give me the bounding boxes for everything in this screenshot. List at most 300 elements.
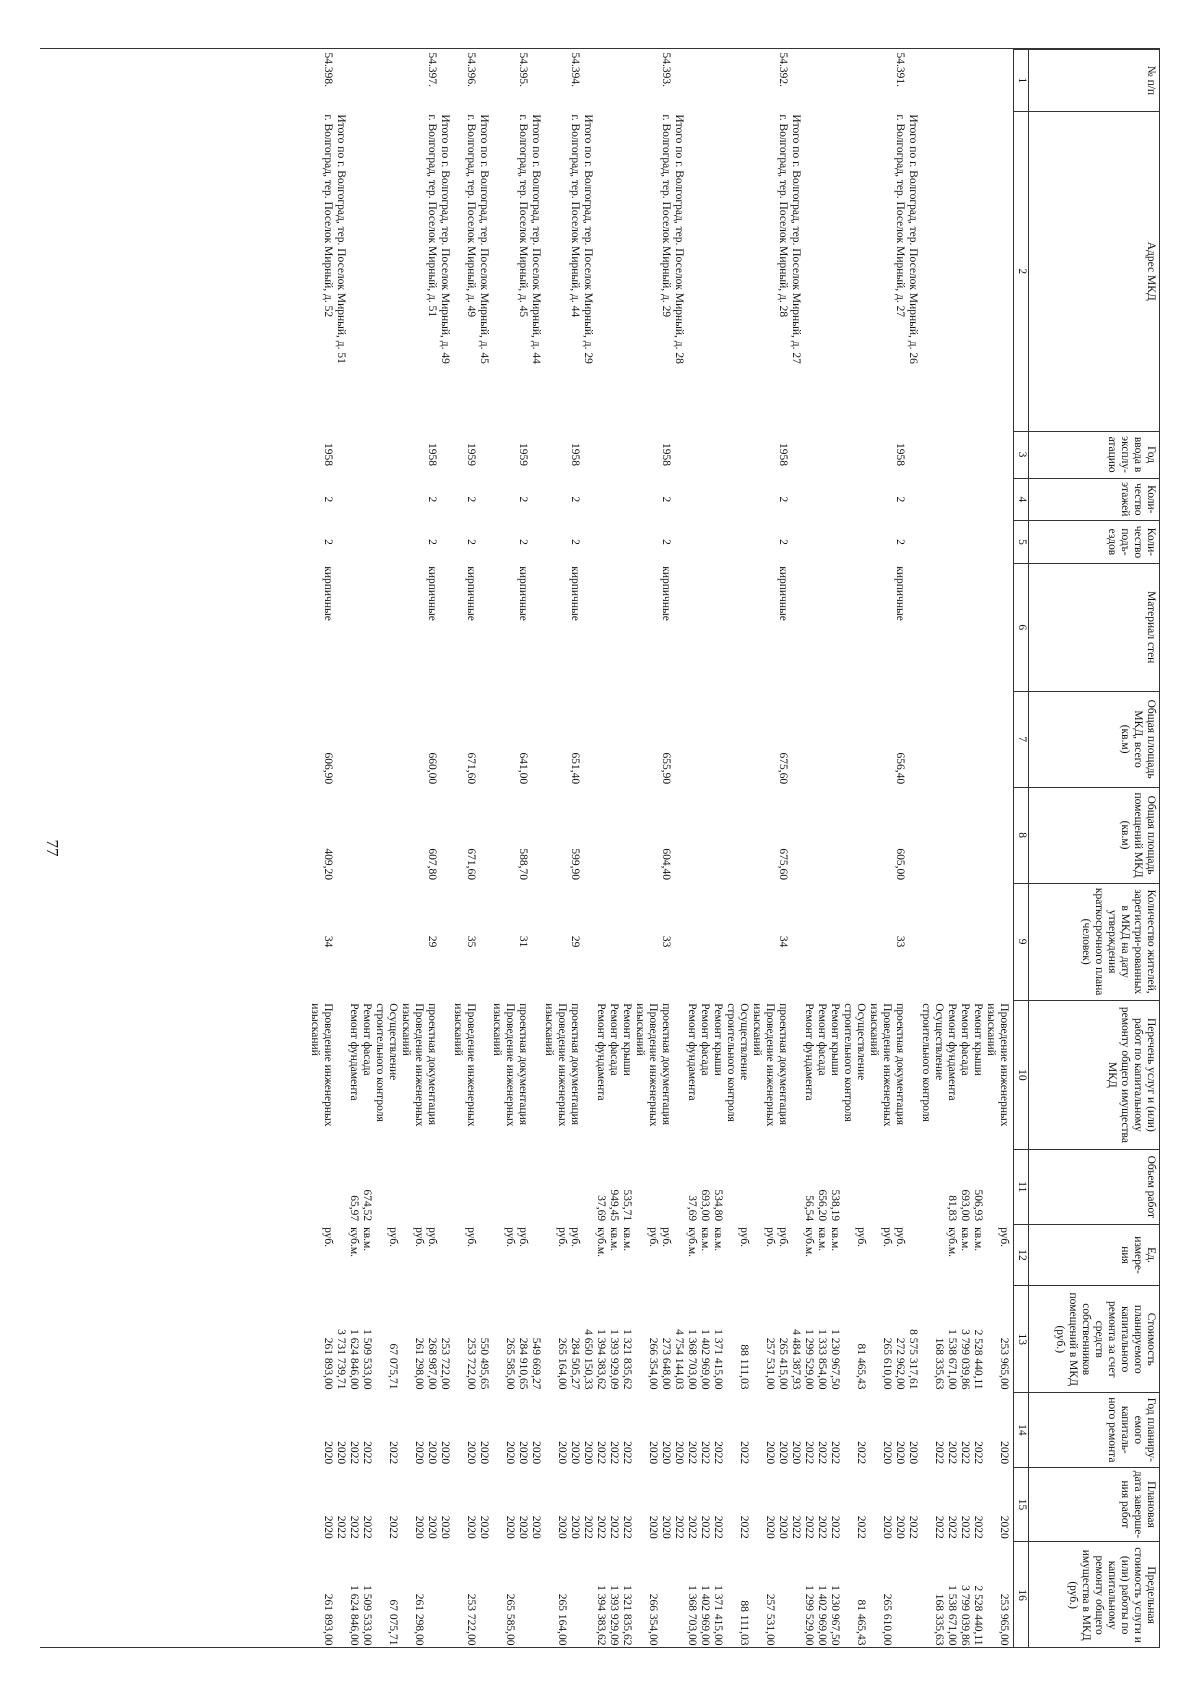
completion-date-cell: 2020 [777, 1515, 789, 1539]
residents-cell [685, 883, 698, 1000]
unit-cell: руб. [322, 1227, 334, 1248]
wall-material-cell: кирпичные [777, 566, 789, 621]
unit-cell: руб. [855, 1227, 867, 1248]
unit-cell: руб. [660, 1227, 672, 1248]
header-cell: Адрес МКД [1029, 111, 1160, 431]
work-type-cell: Ремонт фундамента [348, 1003, 360, 1101]
column-index-row [1014, 50, 1029, 1649]
table-row [828, 50, 841, 1649]
entrances-cell [477, 521, 490, 564]
residents-cell [945, 883, 958, 1000]
entrances-cell [685, 521, 698, 564]
limit-cost-cell: 1 624 846,00 [348, 1585, 360, 1646]
address-cell [711, 111, 724, 431]
total-area-cell [581, 691, 594, 787]
total-area-cell [594, 691, 607, 787]
commission-year-cell [529, 431, 542, 478]
total-area-cell [971, 691, 984, 787]
volume-cell [789, 1150, 802, 1225]
cost-cell: 549 669,27 [530, 1337, 542, 1390]
entrances-cell [334, 521, 347, 564]
planned-year-cell: 2020 [998, 1441, 1010, 1465]
volume-cell [724, 1150, 750, 1225]
volume-cell [334, 1150, 347, 1225]
premises-area-cell [711, 787, 724, 883]
planned-year-cell: 2020 [790, 1441, 802, 1465]
table-row [451, 50, 477, 1649]
volume-cell [438, 1150, 451, 1225]
total-area-cell [685, 691, 698, 787]
header-cell: Общая площадь помещений МКД (кв.м) [1029, 787, 1160, 883]
commission-year-cell [984, 431, 1014, 478]
work-type-cell: Осуществление строительного контроля [374, 1003, 399, 1122]
rotated-table-container [40, 48, 1160, 1648]
floors-cell [750, 478, 776, 521]
unit-cell: руб. [894, 1227, 906, 1248]
header-cell: Год планиру-емого капиталь-ного ремонта [1029, 1393, 1160, 1468]
commission-year-cell: 1958 [660, 443, 672, 467]
premises-area-cell [789, 787, 802, 883]
row-number [490, 50, 516, 112]
wall-material-cell [633, 563, 659, 691]
address-cell [971, 111, 984, 431]
unit-cell [919, 1224, 945, 1286]
table-row [711, 50, 724, 1649]
wall-material-cell [698, 563, 711, 691]
cost-cell: 4 754 144,03 [673, 1329, 685, 1390]
premises-area-cell: 599,90 [569, 848, 581, 881]
row-number: 54.393. [660, 52, 672, 87]
total-area-cell [477, 691, 490, 787]
residents-cell [347, 883, 360, 1000]
planned-year-cell: 2022 [595, 1441, 607, 1465]
address-cell [698, 111, 711, 431]
premises-area-cell [984, 787, 1014, 883]
volume-cell: 538,19 [829, 1189, 841, 1222]
completion-date-cell: 2022 [790, 1515, 802, 1539]
limit-cost-cell: 1 393 929,09 [608, 1585, 620, 1646]
floors-cell [698, 478, 711, 521]
limit-cost-cell [776, 1542, 789, 1648]
work-type-cell: Ремонт крыши [712, 1003, 724, 1076]
completion-date-cell: 2020 [764, 1515, 776, 1539]
table-row [724, 50, 750, 1649]
row-number [542, 50, 568, 112]
premises-area-cell [685, 787, 698, 883]
premises-area-cell [867, 787, 893, 883]
entrances-cell [984, 521, 1014, 564]
premises-area-cell [347, 787, 360, 883]
cost-cell: 265 164,00 [556, 1337, 568, 1390]
total-area-cell [529, 691, 542, 787]
cost-cell: 1 624 846,00 [348, 1329, 360, 1390]
residents-cell [334, 883, 347, 1000]
commission-year-cell [373, 431, 399, 478]
wall-material-cell: кирпичные [660, 566, 672, 621]
work-type-cell: Ремонт фундамента [946, 1003, 958, 1101]
residents-cell [360, 883, 373, 1000]
volume-cell: 534,80 [712, 1189, 724, 1222]
planned-year-cell: 2020 [673, 1441, 685, 1465]
volume-cell [867, 1150, 893, 1225]
floors-cell [984, 478, 1014, 521]
entrances-cell [594, 521, 607, 564]
cost-cell: 168 335,63 [933, 1337, 945, 1390]
floors-cell [841, 478, 867, 521]
volume-cell [841, 1150, 867, 1225]
cost-cell: 3 799 039,86 [959, 1329, 971, 1390]
entrances-cell [633, 521, 659, 564]
total-area-cell [490, 691, 516, 787]
floors-cell [724, 478, 750, 521]
table-row [776, 50, 789, 1649]
cost-cell: 257 531,00 [764, 1337, 776, 1390]
unit-cell: руб. [413, 1227, 425, 1248]
work-type-cell: проектная документация [894, 1003, 906, 1126]
residents-cell: 29 [569, 935, 581, 948]
total-area-cell [399, 691, 425, 787]
volume-cell: 693,00 [959, 1189, 971, 1222]
row-number [789, 50, 802, 112]
table-row [958, 50, 971, 1649]
work-type-cell: Ремонт фасада [608, 1003, 620, 1076]
header-cell: Материал стен [1029, 563, 1160, 691]
unit-cell: руб. [517, 1227, 529, 1248]
completion-date-cell: 2020 [647, 1515, 659, 1539]
premises-area-cell [945, 787, 958, 883]
row-number [477, 50, 490, 112]
cost-cell: 3 731 739,71 [335, 1329, 347, 1390]
subtotal-row [438, 50, 451, 1649]
entrances-cell [750, 521, 776, 564]
unit-cell: руб. [556, 1227, 568, 1248]
entrances-cell [490, 521, 516, 564]
premises-area-cell [672, 787, 685, 883]
completion-date-cell: 2022 [686, 1515, 698, 1539]
table-row [815, 50, 828, 1649]
table-row [568, 50, 581, 1649]
completion-date-cell: 2022 [699, 1515, 711, 1539]
planned-year-cell: 2020 [582, 1441, 594, 1465]
completion-date-cell: 2022 [621, 1515, 633, 1539]
commission-year-cell: 1958 [426, 443, 438, 467]
cost-cell: 253 722,00 [439, 1337, 451, 1390]
total-area-cell [542, 691, 568, 787]
work-type-cell: Проведение инженерных изысканий [868, 1003, 893, 1127]
address-cell [984, 111, 1014, 431]
wall-material-cell [529, 563, 542, 691]
address-cell [815, 111, 828, 431]
commission-year-cell [945, 431, 958, 478]
table-frame [40, 48, 1160, 1648]
cost-cell: 1 368 703,00 [686, 1329, 698, 1390]
planned-year-cell: 2022 [621, 1441, 633, 1465]
volume-cell [906, 1150, 919, 1225]
commission-year-cell [672, 431, 685, 478]
limit-cost-cell: 88 111,03 [738, 1600, 750, 1646]
volume-cell [399, 1150, 425, 1225]
work-type-cell: Проведение инженерных изысканий [543, 1003, 568, 1127]
wall-material-cell [906, 563, 919, 691]
floors-cell [789, 478, 802, 521]
residents-cell [750, 883, 776, 1000]
row-number [438, 50, 451, 112]
commission-year-cell [711, 431, 724, 478]
work-type-cell: Осуществление строительного контроля [725, 1003, 750, 1122]
completion-date-cell: 2022 [387, 1515, 399, 1539]
address-cell [841, 111, 867, 431]
planned-year-cell: 2022 [946, 1441, 958, 1465]
residents-cell [815, 883, 828, 1000]
column-index: 1 [1014, 50, 1029, 112]
work-type-cell [906, 1000, 919, 1149]
completion-date-cell: 2020 [439, 1515, 451, 1539]
limit-cost-cell [438, 1542, 451, 1648]
planned-year-cell: 2020 [764, 1441, 776, 1465]
address-cell: г. Волгоград, тер. Поселок Мирный, д. 52 [322, 114, 334, 318]
floors-cell [802, 478, 815, 521]
wall-material-cell [347, 563, 360, 691]
address-cell [347, 111, 360, 431]
planned-year-cell: 2022 [803, 1441, 815, 1465]
commission-year-cell [438, 431, 451, 478]
address-cell: Итого по г. Волгоград, тер. Поселок Мирный, д. 49 [439, 114, 451, 364]
completion-date-cell: 2020 [322, 1515, 334, 1539]
unit-cell [906, 1224, 919, 1286]
wall-material-cell [724, 563, 750, 691]
page-number: 77 [43, 839, 62, 857]
unit-cell [334, 1224, 347, 1286]
planned-year-cell: 2020 [894, 1441, 906, 1465]
volume-cell [633, 1150, 659, 1225]
entrances-cell [711, 521, 724, 564]
header-cell: Перечень услуг и (или) работ по капитальному ремонту общего имущества МКД [1029, 1000, 1160, 1149]
planned-year-cell: 2020 [413, 1441, 425, 1465]
row-number [971, 50, 984, 112]
floors-cell: 2 [322, 496, 334, 503]
limit-cost-cell: 265 610,00 [881, 1593, 893, 1646]
floors-cell [620, 478, 633, 521]
entrances-cell [529, 521, 542, 564]
volume-cell: 65,97 [348, 1195, 360, 1222]
address-cell [607, 111, 620, 431]
planned-year-cell: 2022 [348, 1441, 360, 1465]
commission-year-cell [620, 431, 633, 478]
commission-year-cell [958, 431, 971, 478]
premises-area-cell [724, 787, 750, 883]
table-row [607, 50, 620, 1649]
floors-cell: 2 [426, 496, 438, 503]
limit-cost-cell: 168 335,63 [933, 1593, 945, 1646]
row-number [711, 50, 724, 112]
table-row [516, 50, 529, 1649]
work-type-cell: Ремонт фасада [361, 1003, 373, 1076]
entrances-cell [789, 521, 802, 564]
limit-cost-cell: 1 509 533,00 [361, 1585, 373, 1646]
residents-cell [724, 883, 750, 1000]
row-number [607, 50, 620, 112]
wall-material-cell [620, 563, 633, 691]
cost-cell: 261 893,00 [322, 1337, 334, 1390]
address-cell: г. Волгоград, тер. Поселок Мирный, д. 28 [777, 114, 789, 318]
premises-area-cell [477, 787, 490, 883]
premises-area-cell [698, 787, 711, 883]
table-row [308, 50, 334, 1649]
cost-cell: 1 321 835,62 [621, 1329, 633, 1390]
volume-cell [373, 1150, 399, 1225]
row-number: 54.397. [426, 52, 438, 87]
cost-cell: 268 987,00 [426, 1337, 438, 1390]
floors-cell [399, 478, 425, 521]
commission-year-cell [685, 431, 698, 478]
row-number [945, 50, 958, 112]
residents-cell: 31 [517, 935, 529, 948]
completion-date-cell: 2022 [933, 1515, 945, 1539]
entrances-cell [438, 521, 451, 564]
wall-material-cell [594, 563, 607, 691]
limit-cost-cell: 261 893,00 [322, 1593, 334, 1646]
limit-cost-cell [477, 1542, 490, 1648]
planned-year-cell: 2022 [816, 1441, 828, 1465]
table-row [360, 50, 373, 1649]
planned-year-cell: 2020 [881, 1441, 893, 1465]
residents-cell [958, 883, 971, 1000]
table-row [685, 50, 698, 1649]
residents-cell: 34 [322, 935, 334, 948]
subtotal-row [477, 50, 490, 1649]
total-area-cell: 675,60 [777, 752, 789, 785]
limit-cost-cell: 67 075,71 [387, 1599, 399, 1646]
completion-date-cell: 2020 [660, 1515, 672, 1539]
capital-repair-table [308, 49, 1160, 1648]
premises-area-cell [750, 787, 776, 883]
premises-area-cell [399, 787, 425, 883]
total-area-cell [438, 691, 451, 787]
wall-material-cell: кирпичные [517, 566, 529, 621]
column-index: 15 [1014, 1467, 1029, 1542]
residents-cell [867, 883, 893, 1000]
total-area-cell [906, 691, 919, 787]
unit-cell: куб.м. [686, 1227, 698, 1258]
entrances-cell [815, 521, 828, 564]
volume-cell: 56,54 [803, 1195, 815, 1222]
completion-date-cell: 2020 [504, 1515, 516, 1539]
unit-cell: кв.м. [816, 1227, 828, 1252]
completion-date-cell: 2020 [894, 1515, 906, 1539]
residents-cell [438, 883, 451, 1000]
total-area-cell [347, 691, 360, 787]
completion-date-cell: 2022 [972, 1515, 984, 1539]
work-type-cell: Ремонт крыши [621, 1003, 633, 1076]
planned-year-cell: 2020 [517, 1441, 529, 1465]
entrances-cell [971, 521, 984, 564]
entrances-cell [581, 521, 594, 564]
cost-cell: 273 648,00 [660, 1337, 672, 1390]
total-area-cell [841, 691, 867, 787]
residents-cell [399, 883, 425, 1000]
planned-year-cell: 2020 [322, 1441, 334, 1465]
cost-cell: 253 722,00 [465, 1337, 477, 1390]
premises-area-cell: 588,70 [517, 848, 529, 881]
total-area-cell [867, 691, 893, 787]
row-number: 54.398. [322, 52, 334, 87]
cost-cell: 81 465,43 [855, 1343, 867, 1390]
row-number [815, 50, 828, 112]
table-row [373, 50, 399, 1649]
total-area-cell [334, 691, 347, 787]
unit-cell [438, 1224, 451, 1286]
residents-cell [698, 883, 711, 1000]
row-number: 54.394. [569, 52, 581, 87]
unit-cell: руб. [738, 1227, 750, 1248]
residents-cell [789, 883, 802, 1000]
entrances-cell [802, 521, 815, 564]
volume-cell: 37,69 [595, 1195, 607, 1222]
entrances-cell [399, 521, 425, 564]
wall-material-cell [828, 563, 841, 691]
address-cell: Итого по г. Волгоград, тер. Поселок Мирный, д. 27 [790, 114, 802, 364]
completion-date-cell: 2022 [738, 1515, 750, 1539]
address-cell: г. Волгоград, тер. Поселок Мирный, д. 29 [660, 114, 672, 318]
unit-cell: кв.м. [361, 1227, 373, 1252]
planned-year-cell: 2020 [504, 1441, 516, 1465]
row-number: 54.391. [894, 52, 906, 87]
row-number [633, 50, 659, 112]
entrances-cell [906, 521, 919, 564]
address-cell [958, 111, 971, 431]
work-type-cell: Проведение инженерных изысканий [634, 1003, 659, 1127]
premises-area-cell: 675,60 [777, 848, 789, 881]
completion-date-cell: 2020 [478, 1515, 490, 1539]
work-type-cell: Ремонт фасада [699, 1003, 711, 1076]
subtotal-row [672, 50, 685, 1649]
address-cell [685, 111, 698, 431]
residents-cell [594, 883, 607, 1000]
table-row [399, 50, 425, 1649]
wall-material-cell [971, 563, 984, 691]
column-index: 4 [1014, 478, 1029, 521]
wall-material-cell [490, 563, 516, 691]
floors-cell [633, 478, 659, 521]
work-type-cell: Ремонт фундамента [595, 1003, 607, 1101]
row-number [828, 50, 841, 112]
unit-cell: куб.м. [803, 1227, 815, 1258]
residents-cell [919, 883, 945, 1000]
completion-date-cell: 2022 [803, 1515, 815, 1539]
completion-date-cell: 2022 [946, 1515, 958, 1539]
address-cell [594, 111, 607, 431]
wall-material-cell [867, 563, 893, 691]
address-cell [867, 111, 893, 431]
work-type-cell: Ремонт фасада [816, 1003, 828, 1076]
completion-date-cell: 2022 [673, 1515, 685, 1539]
wall-material-cell [984, 563, 1014, 691]
unit-cell: кв.м. [621, 1227, 633, 1252]
header-cell: Коли-чество подъ-ездов [1029, 521, 1160, 564]
floors-cell [867, 478, 893, 521]
column-index: 12 [1014, 1224, 1029, 1286]
wall-material-cell [360, 563, 373, 691]
unit-cell: куб.м. [348, 1227, 360, 1258]
cost-cell: 1 394 383,62 [595, 1329, 607, 1390]
commission-year-cell [542, 431, 568, 478]
limit-cost-cell: 265 164,00 [556, 1593, 568, 1646]
total-area-cell [815, 691, 828, 787]
total-area-cell [958, 691, 971, 787]
address-cell: Итого по г. Волгоград, тер. Поселок Мирный, д. 28 [673, 114, 685, 364]
entrances-cell: 2 [517, 539, 529, 545]
entrances-cell [672, 521, 685, 564]
